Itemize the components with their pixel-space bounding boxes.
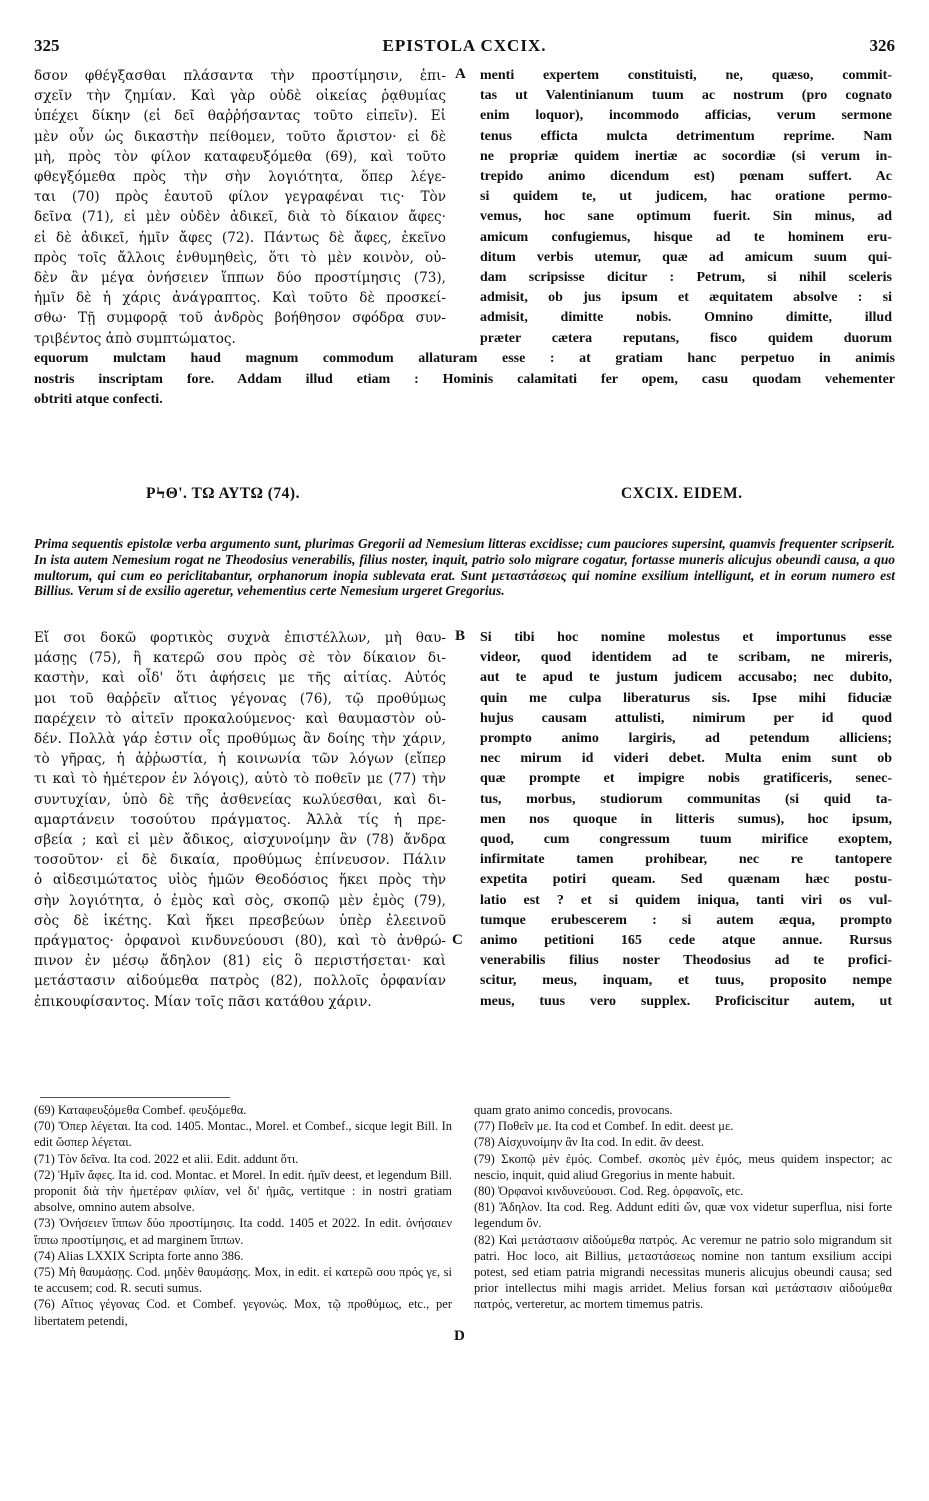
footnote: (81) Ἄδηλον. Ita cod. Reg. Addunt editi ὤν, quæ vox videtur superflua, nisi forte legendum ὄν.: [474, 1200, 892, 1231]
latin-text-line: tumque erubescerem : si autem æqua, prompto: [480, 912, 892, 928]
latin-text-line: animo petitioni 165 cede atque annue. Rursus: [480, 933, 892, 949]
latin-text-line: ne propriæ quidem inertiæ ac socordiæ (si verum in-: [480, 148, 892, 164]
footnote: (82) Καὶ μετάστασιν αἰδούμεθα πατρός. Ac veremur ne patrio solo migrandum sit patri. Hoc loco, ait Billius, μεταστάσεως nomine non tantum exsilium accipi potest, sed etiam patria migrandi necessitas muneris alicujus obeundi causa; sed prior intellectus mihi magis arridet. Melius forsan καὶ μετάστασιν αἰδούμεθα πατρός, verteretur, ac mortem timemus patris.: [474, 1232, 892, 1312]
latin-text-line: si quidem te, ut judicem, hac oratione permo-: [480, 189, 892, 205]
latin-text-line: obtriti atque confecti.: [34, 392, 163, 407]
greek-text-line: Εἴ σοι δοκῶ φορτικὸς συχνὰ ἐπιστέλλων, μὴ θαυ-: [34, 630, 446, 646]
footnote: (71) Τὸν δεῖνα. Ita cod. 2022 et alii. Edit. addunt ὅτι.: [34, 1151, 299, 1166]
greek-text-line: μοι τοῦ θαῤῥεῖν αἴτιος γέγονας (76), τῷ προθύμως: [34, 690, 446, 707]
margin-marker-b: B: [455, 628, 466, 644]
greek-text-line: ἐπικουφίσαντος. Μίαν τοῖς πᾶσι κατάθου χάριν.: [34, 993, 372, 1010]
greek-text-line: τοσοῦτον· εἰ δὲ δικαία, προθύμως ἐπίνευσον. Πάλιν: [34, 852, 446, 869]
latin-text-line: quæ prompte et impigre nobis gratificeris, senec-: [480, 771, 892, 787]
greek-text-line: αμαρτάνειν τοσούτου πράγματος. Ἀλλὰ τίς ἡ πρε-: [34, 811, 446, 828]
greek-text-line: μετάστασιν αἰδούμεθα πατρὸς (82), πολλοῖς ὀρφανίαν: [34, 973, 446, 990]
footnote-rule-left: [40, 1097, 230, 1098]
greek-letter-title: ΡϞΘ'. ΤΩ ΑΥΤΩ (74).: [146, 485, 300, 502]
greek-text-line: πινον ἐν μέσῳ ἄδηλον (81) εἰς ὃ περιστήσεται· καὶ: [34, 953, 446, 970]
footnotes-left: [34, 1102, 452, 1329]
letter-argument: Prima sequentis epistolæ verba argumento sunt, plurimas Gregorii ad Nemesium litteras excidisse; cum pauciores supersint, quamvis frequenter scripserit. In ista autem Nemesium rogat ne Theodosius venerabilis, filius noster, inquit, patrio solo migrare cogatur, fortasse muneris alicujus obeundi causa, a quo multorum, qui cum eo periclitabantur, orphanorum inopia sublevata erat. Sunt μεταστάσεως qui nomine exsilium intelligunt, et in eorum numero est Billius. Verum si de exsilio ageretur, vehementius certe Nemesium urgeret Gregorius.: [34, 536, 895, 599]
greek-text-line: πράγματος· ὀρφανοὶ κινδυνεύουσι (80), καὶ τὸ ἀνθρώ-: [34, 933, 446, 950]
greek-text-line: τι καὶ τὸ ἡμέτερον ἐν λόγοις), αὐτὸ τὸ ποθεῖν με (77) τὴν: [34, 771, 446, 788]
greek-text-line: σὸς δὲ ἱκέτης. Καὶ ἥκει πρεσβεύων ὑπὲρ ἐλεεινοῦ: [34, 912, 446, 929]
greek-text-line: ὑπέχει δίκην (εἰ δεῖ θαῤῥήσαντας τοῦτο εἰπεῖν). Εἰ: [34, 108, 446, 125]
greek-text-line: παρέχειν τὸ αἰτεῖν προκαλούμενος· καὶ θαυμαστὸν οὐ-: [34, 710, 446, 727]
latin-letter-title: CXCIX. EIDEM.: [621, 485, 743, 502]
greek-text-line: σθω· Τῇ συμφορᾷ τοῦ ἀνδρὸς βοήθησον σφόδρα συν-: [34, 310, 446, 327]
latin-text-line: Si tibi hoc nomine molestus et importunus esse: [480, 630, 892, 645]
greek-text-line: δέν. Πολλὰ γάρ ἐστιν οἷς προθύμως ἂν δοίης τὴν χάριν,: [34, 731, 446, 748]
footnote: (73) Ὀνήσειεν ἵππων δύο προστίμησις. Ita codd. 1405 et 2022. In edit. ὀνήσαιεν ἵππω προστίμησις, et ad marginem ἴππων.: [34, 1216, 452, 1247]
latin-text-line: admisit, dimitte nobis. Omnino dimitte, illud: [480, 310, 892, 326]
greek-text-line: φθεγξόμεθα πρὸς τὴν σὴν λογιότητα, ὅπερ λέγε-: [34, 169, 446, 186]
greek-text-line: τὸ γῆρας, ἡ ἀῤῥωστία, ἡ κοινωνία τῶν λόγων (εἴπερ: [34, 751, 446, 768]
greek-text-line: δεῖνα (71), εἰ μὲν οὐδὲν ἀδικεῖ, διὰ τὸ δίκαιον ἄφες·: [34, 209, 446, 226]
greek-text-line: σχεῖν τὴν ζημίαν. Καὶ γὰρ οὐδὲ οἰκείας ῥᾳθυμίας: [34, 88, 446, 105]
latin-text-line: dam scripsisse dicitur : Petrum, si nihil sceleris: [480, 270, 892, 286]
greek-text-line: σὴν λογιότητα, ὁ ἐμὸς καὶ σὸς, σκοπῷ μὲν ἐμὸς (79),: [34, 892, 446, 909]
greek-text-line: μὴ, πρὸς τὸν φίλον καταφευξόμεθα (69), καὶ τοῦτο: [34, 148, 446, 165]
latin-text-line: expetita potiri queam. Sed quænam hæc postu-: [480, 872, 892, 888]
footnote: (75) Μὴ θαυμάσῃς. Cod. μηδὲν θαυμάσῃς. Mox, in edit. εἰ κατερῶ σου πρός γε, si te accusem; cod. R. secuti sumus.: [34, 1265, 452, 1296]
latin-text-line: men nos quoque in litteris sumus), hoc ipsum,: [480, 811, 892, 827]
footnote: (69) Καταφευξόμεθα Combef. φευξόμεθα.: [34, 1103, 247, 1117]
latin-text-line: tus, morbus, studiorum communitas (si quid ta-: [480, 791, 892, 807]
latin-text-line: videor, quod identidem ad te scribam, ne mireris,: [480, 650, 892, 666]
running-header: [34, 36, 895, 58]
greek-text-line: δσον φθέγξασθαι πλάσαντα τὴν προστίμησιν, ἐπι-: [34, 68, 446, 84]
latin-text-line: equorum mulctam haud magnum commodum allaturam esse : at gratiam hanc perpetuo in animis: [34, 351, 895, 366]
greek-text-line: ἡμῖν δὲ ἡ χάρις ἀνάγραπτος. Καὶ τοῦτο δὲ προσκεί-: [34, 290, 446, 307]
latin-text-line: enim loquor), incommodo afficias, verum sermone: [480, 108, 892, 124]
greek-text-line: σβεία ; καὶ εἰ μὲν ἄδικος, αἰσχυνοίμην ἂν (78) ἄνδρα: [34, 832, 446, 849]
greek-text-line: τριβέντος ἀπὸ συμπτώματος.: [34, 330, 236, 347]
latin-text-line: amicum confugiemus, hisque ad te hominem eru-: [480, 229, 892, 245]
footnote: (80) Ὀρφανοὶ κινδυνεύουσι. Cod. Reg. ὀρφανοῖς, etc.: [474, 1184, 744, 1199]
footnotes-right: [474, 1102, 892, 1313]
latin-text-line: tas ut Valentinianum tuum ac nostrum (pro cognato: [480, 88, 892, 104]
footnote: (76) Αἴτιος γέγονας Cod. et Combef. γεγονώς. Mox, τῷ προθύμως, etc., per libertatem petendi,: [34, 1297, 452, 1328]
greek-text-line: δὲν ἂν μέγα ὀνήσειεν ἵππων δύο προστίμησις (73),: [34, 270, 446, 287]
margin-marker-c: C: [452, 932, 463, 948]
greek-text-line: καστὴν, καὶ οἶδ' ὅτι ἀφήσεις με τῆς αἰτίας. Αὐτός: [34, 670, 446, 687]
latin-text-line: tenus efficta mulcta detrimentum reprime. Nam: [480, 128, 892, 144]
footnote: (78) Αἰσχυνοίμην ἂν Ita cod. In edit. ἂν deest.: [474, 1135, 705, 1150]
latin-text-line: admisit, ob jus ipsum et æquitatem absolve : si: [480, 290, 892, 306]
footnote: (79) Σκοπῷ μὲν ἐμός. Combef. σκοπὸς μὲν ἐμός, meus quidem inspector; ac nescio, inquit, quid aliud Gregorius in mente habuit.: [474, 1151, 892, 1182]
greek-text-line: συντυχίαν, ὑπὸ δὲ τῆς ἀσθενείας κωλύεσθαι, καὶ δι-: [34, 791, 446, 808]
latin-text-line: præter cætera reputans, fisco quidem duorum: [480, 330, 892, 346]
top-latin-column: [480, 66, 892, 349]
latin-text-line: aut te apud te justum judicem accusabo; nec dubito,: [480, 670, 892, 686]
greek-text-line: εἰ δὲ ἀδικεῖ, ἡμῖν ἄφες (72). Πάντως δὲ ἄφες, ἐκεῖνο: [34, 229, 446, 246]
footnote: quam grato animo concedis, provocans.: [474, 1103, 673, 1117]
top-greek-column: [34, 66, 446, 349]
greek-text-line: μάσῃς (75), ἢ κατερῶ σου πρὸς σὲ τὸν δίκαιον δι-: [34, 650, 446, 667]
footnote: (74) Alias LXXIX Scripta forte anno 386.: [34, 1248, 244, 1263]
latin-text-line: quin me culpa liberaturus sis. Ipse mihi fiduciæ: [480, 690, 892, 706]
main-latin-column: [480, 628, 892, 1012]
margin-marker-d: D: [454, 1328, 465, 1344]
latin-text-line: meus, tuus vero supplex. Proficiscitur autem, ut: [480, 993, 892, 1009]
greek-text-line: πρὸς τοῖς ἄλλοις ἐνθυμηθεὶς, ὅτι τὸ μὲν κοινὸν, οὐ-: [34, 249, 446, 266]
top-full-width-latin: [34, 349, 895, 411]
latin-text-line: vemus, hoc sane optimum fuerit. Sin minus, ad: [480, 209, 892, 225]
margin-marker-a: A: [455, 66, 466, 82]
footnote: (72) Ἡμῖν ἄφες. Ita id. cod. Montac. et Morel. In edit. ἡμῖν deest, et legendum Bill. proponit διὰ τὴν ἡμετέραν φιλίαν, vel δι' ἡμᾶς, vertitque : in nostri gratiam absolve, omnino autem absolve.: [34, 1167, 452, 1215]
latin-text-line: menti expertem constituisti, ne, quæso, commit-: [480, 68, 892, 83]
main-greek-column: [34, 628, 446, 1012]
latin-text-line: hujus causam attulisti, nimirum per id quod: [480, 710, 892, 726]
footnote: (77) Ποθεῖν με. Ita cod et Combef. In edit. deest με.: [474, 1119, 734, 1134]
latin-text-line: nec mirum id videri debet. Multa enim sunt ob: [480, 751, 892, 767]
footnote: (70) Ὅπερ λέγεται. Ita cod. 1405. Montac., Morel. et Combef., sicque legit Bill. In edit ὥσπερ λέγεται.: [34, 1119, 452, 1150]
left-page-number: 325: [34, 36, 60, 55]
latin-text-line: venerabilis filius noster Theodosius ad te profici-: [480, 953, 892, 969]
latin-text-line: scitur, meus, inquam, et tuus, proposito nempe: [480, 973, 892, 989]
latin-text-line: nostris inscriptam fore. Addam illud etiam : Hominis calamitati fer opem, casu quodam vehementer: [34, 371, 895, 387]
latin-text-line: prompto animo largiris, ad petendum alliciens;: [480, 731, 892, 747]
greek-text-line: ὁ αἰδεσιμώτατος υἱὸς ἡμῶν Θεοδόσιος ἥκει πρὸς τὴν: [34, 872, 446, 889]
greek-text-line: ται (70) πρὸς ἑαυτοῦ φίλον γεγραφέναι τις· Τὸν: [34, 189, 446, 206]
latin-text-line: ditum verbis utemur, quæ ad amicum suum qui-: [480, 249, 892, 265]
greek-text-line: μὲν οὖν ὡς δικαστὴν πείθομεν, τοῦτο ἄριστον· εἰ δὲ: [34, 128, 446, 145]
latin-text-line: infirmitate tamen prohibear, nec re tantopere: [480, 852, 892, 868]
latin-text-line: latio est ? et si quidem iniqua, tanti viri os vul-: [480, 892, 892, 908]
running-title: EPISTOLA CXCIX.: [382, 36, 547, 55]
latin-text-line: quod, cum congressum tuum mirifice exoptem,: [480, 832, 892, 848]
right-page-number: 326: [869, 36, 895, 55]
latin-text-line: trepido animo dicendum est) pœnam suffert. Ac: [480, 169, 892, 185]
